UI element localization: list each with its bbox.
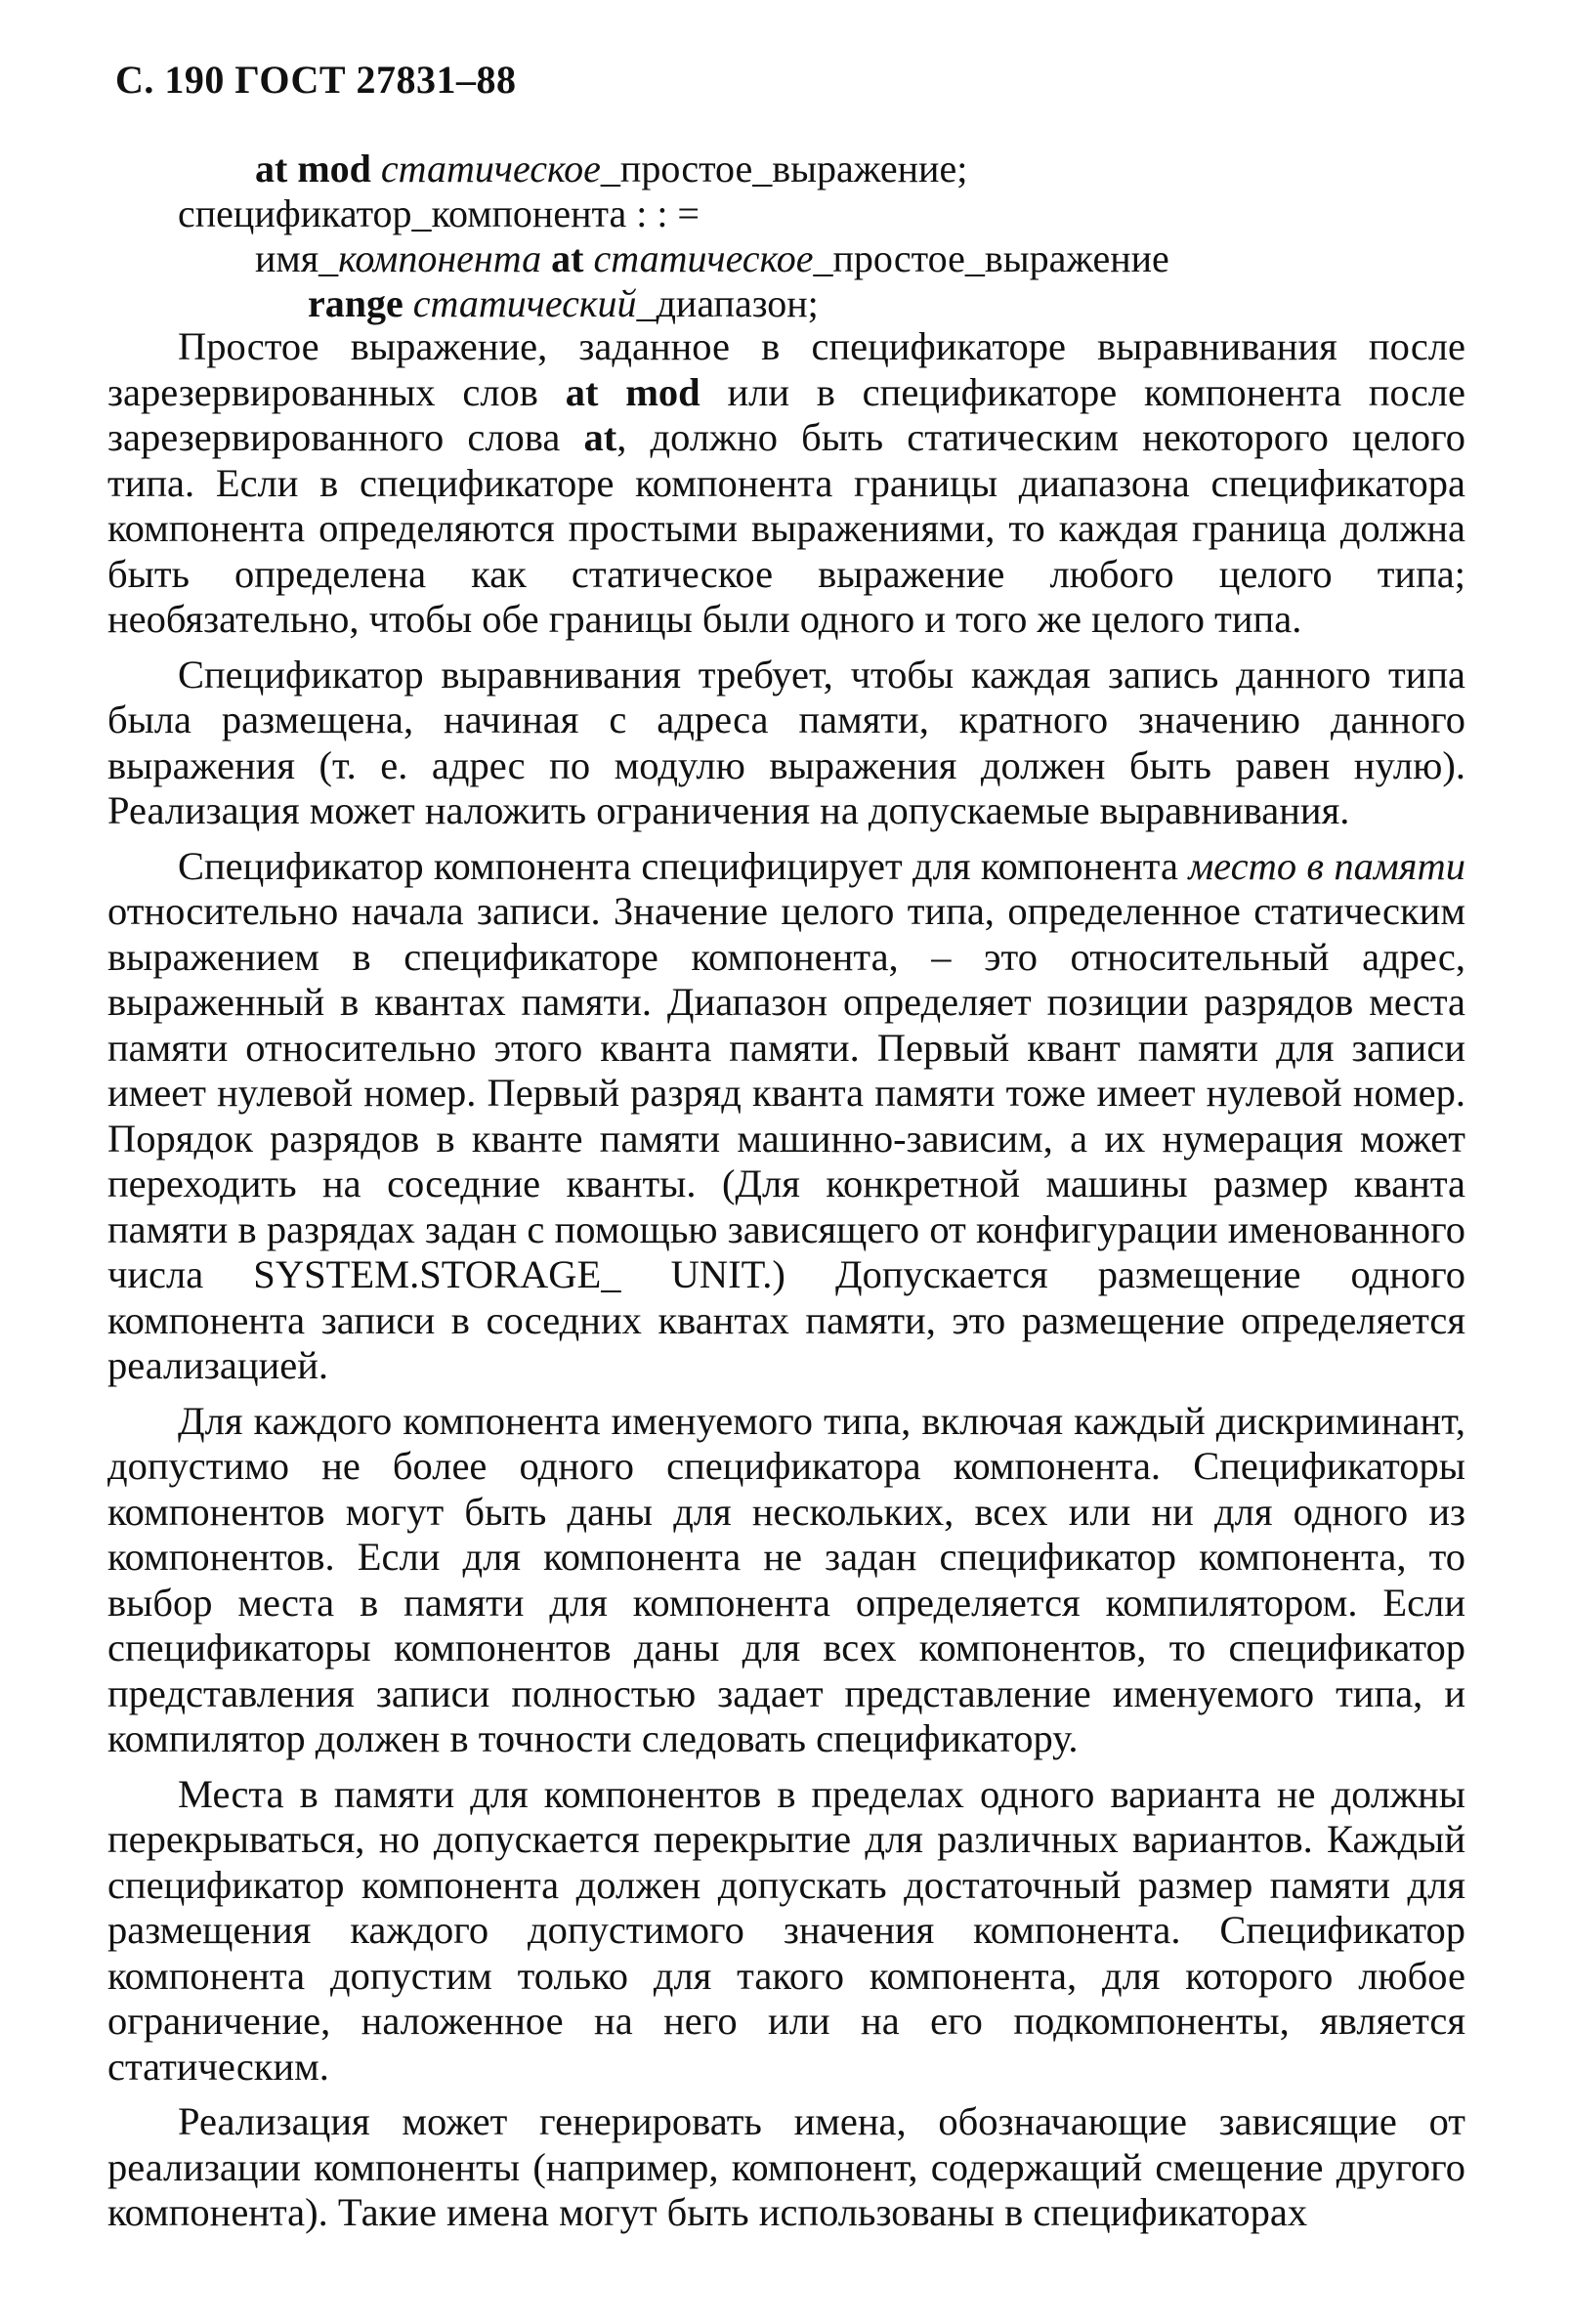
text-run: Простое выражение, заданное в спецификаторе выравнивания после зарезервированных слов bbox=[107, 324, 1465, 414]
text-run: , должно быть статическим некоторого целого типа. Если в спецификаторе компонента границы диапазона спецификатора компонента определяются простыми выражениями, то каждая граница должна быть определена как статическое выражение любого целого типа; необязательно, чтобы обе границы были одного и того же целого типа. bbox=[107, 415, 1466, 641]
syntax-text: _простое_выражение; bbox=[600, 147, 968, 190]
paragraph-1 bbox=[107, 324, 1465, 643]
body-text bbox=[107, 324, 1465, 2246]
text-run: или в спецификаторе компонента после зарезервированного слова bbox=[107, 369, 1465, 459]
syntax-text: имя_ bbox=[255, 236, 339, 280]
keyword-at-mod: at mod bbox=[255, 147, 371, 190]
paragraph-3 bbox=[107, 844, 1465, 1389]
page-header: С. 190 ГОСТ 27831–88 bbox=[115, 58, 517, 102]
paragraph-5: Места в памяти для компонентов в пределах одного варианта не должны перекрываться, но допускается перекрытие для различных вариантов. Каждый спецификатор компонента должен допускать достаточный размер памяти для размещения каждого допустимого значения компонента. Спецификатор компонента допустим только для такого компонента, для которого любое ограничение, наложенное на него или на его подкомпоненты, является статическим. bbox=[107, 1771, 1465, 2089]
paragraph-2: Спецификатор выравнивания требует, чтобы каждая запись данного типа была размещена, начиная с адреса памяти, кратного значению данного выражения (т. е. адрес по модулю выражения должен быть равен нулю). Реализация может наложить ограничения на допускаемые выравнивания. bbox=[107, 652, 1465, 832]
syntax-definition bbox=[115, 147, 1464, 326]
paragraph-6: Реализация может генерировать имена, обозначающие зависящие от реализации компоненты (например, компонент, содержащий смещение другого компонента). Такие имена могут быть использованы в спецификаторах bbox=[107, 2099, 1465, 2234]
syntax-line-3 bbox=[115, 236, 1464, 281]
syntax-italic: статический bbox=[412, 281, 637, 325]
syntax-italic: статическое bbox=[593, 236, 814, 280]
syntax-line-2 bbox=[115, 191, 1464, 236]
text-run: Спецификатор компонента специфицирует для компонента bbox=[178, 843, 1189, 888]
paragraph-4: Для каждого компонента именуемого типа, включая каждый дискриминант, допустимо не более одного спецификатора компонента. Спецификаторы компонентов могут быть даны для нескольких, всех или ни для одного из компонентов. Если для компонента не задан спецификатор компонента, то выбор места в памяти для компонента определяется компилятором. Если спецификаторы компонентов даны для всех компонентов, то спецификатор представления записи полностью задает представление именуемого типа, и компилятор должен в точности следовать спецификатору. bbox=[107, 1398, 1465, 1760]
syntax-text: _простое_выражение bbox=[813, 236, 1169, 280]
keyword-at: at bbox=[583, 415, 617, 459]
syntax-italic: компонента bbox=[338, 236, 542, 280]
italic-term: место в памяти bbox=[1188, 843, 1465, 888]
syntax-italic: статическое bbox=[380, 147, 601, 190]
keyword-at-mod: at mod bbox=[565, 369, 700, 414]
keyword-at: at bbox=[551, 236, 584, 280]
syntax-text: спецификатор_компонента : : = bbox=[178, 191, 700, 235]
text-run: относительно начала записи. Значение целого типа, определенное статическим выражением в спецификаторе компонента, – это относительный адрес, выраженный в квантах памяти. Диапазон определяет позиции разрядов места памяти относительно этого кванта памяти. Первый квант памяти для записи имеет нулевой номер. Первый разряд кванта памяти тоже имеет нулевой номер. Порядок разрядов в кванте памяти машинно-зависим, а их нумерация может переходить на соседние кванты. (Для конкретной машины размер кванта памяти в разрядах задан с помощью зависящего от конфигурации именованного числа SYSTEM.STORAGE_ UNIT.) Допускается размещение одного компонента записи в соседних квантах памяти, это размещение определяется реализацией. bbox=[107, 889, 1465, 1387]
syntax-line-4 bbox=[115, 281, 1464, 326]
syntax-line-1 bbox=[115, 147, 1464, 191]
syntax-text: _диапазон; bbox=[636, 281, 819, 325]
keyword-range: range bbox=[308, 281, 403, 325]
